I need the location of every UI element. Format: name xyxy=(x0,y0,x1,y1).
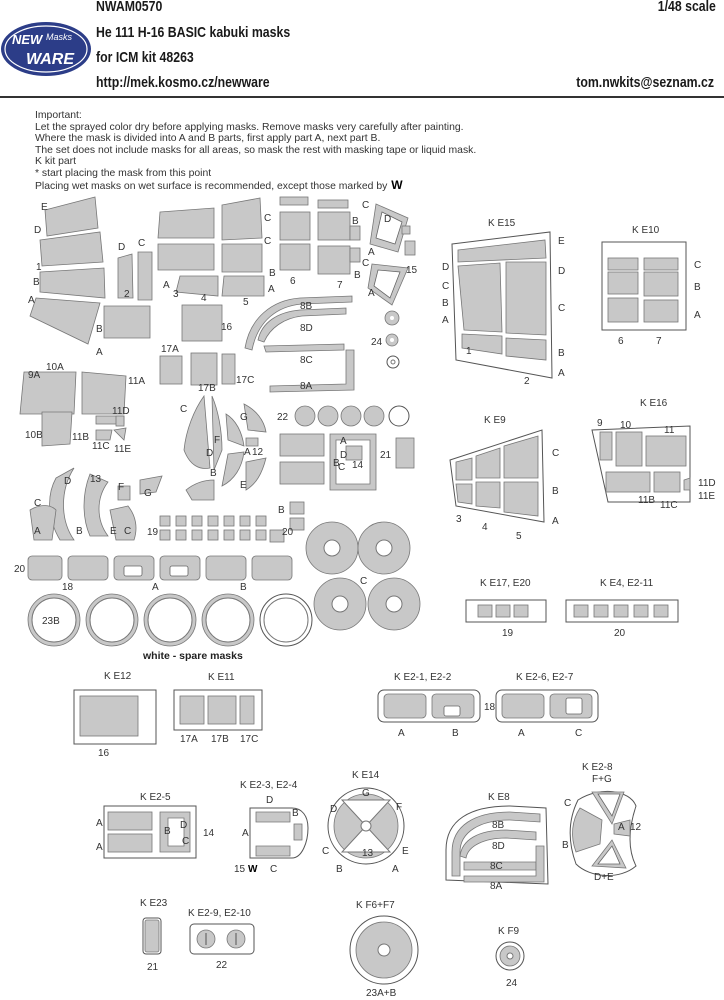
svg-text:E: E xyxy=(558,236,565,247)
svg-text:C: C xyxy=(182,836,190,847)
svg-text:2: 2 xyxy=(524,376,530,387)
svg-text:9: 9 xyxy=(597,418,603,429)
svg-text:11E: 11E xyxy=(114,444,132,455)
svg-text:B: B xyxy=(292,808,299,819)
instructions-heading: Important: xyxy=(35,110,82,121)
sheet-part-13 xyxy=(30,468,162,540)
svg-text:3: 3 xyxy=(456,514,462,525)
svg-text:11D: 11D xyxy=(698,478,716,489)
svg-text:11C: 11C xyxy=(92,441,110,452)
svg-text:11C: 11C xyxy=(660,500,678,511)
svg-text:1: 1 xyxy=(36,262,42,273)
svg-text:W: W xyxy=(248,864,258,875)
svg-text:8C: 8C xyxy=(300,355,313,366)
svg-text:K E23: K E23 xyxy=(140,898,168,909)
kit-reference: for ICM kit 48263 xyxy=(96,49,194,66)
svg-text:D: D xyxy=(384,214,392,225)
placement-kf9 xyxy=(496,926,524,989)
svg-text:K E2-9, E2-10: K E2-9, E2-10 xyxy=(188,908,251,919)
svg-text:23B: 23B xyxy=(42,616,60,627)
svg-text:A: A xyxy=(368,288,375,299)
svg-text:A: A xyxy=(28,295,35,306)
sheet-part-14 xyxy=(280,434,376,490)
svg-text:11: 11 xyxy=(664,425,675,436)
svg-text:22: 22 xyxy=(216,960,228,971)
svg-text:E: E xyxy=(240,480,247,491)
svg-text:K E4, E2-11: K E4, E2-11 xyxy=(600,578,654,589)
svg-text:E: E xyxy=(41,202,48,213)
svg-text:5: 5 xyxy=(516,531,522,542)
svg-text:D: D xyxy=(340,450,348,461)
svg-text:A: A xyxy=(368,247,375,258)
svg-text:B: B xyxy=(558,348,565,359)
contact-email: tom.nwkits@seznam.cz xyxy=(576,74,714,91)
placement-ke12 xyxy=(74,671,156,759)
svg-text:A: A xyxy=(152,582,159,593)
svg-text:D: D xyxy=(442,262,450,273)
svg-text:B: B xyxy=(333,458,340,469)
svg-text:17A: 17A xyxy=(180,734,198,745)
placement-ke21 xyxy=(378,672,496,739)
svg-text:G: G xyxy=(144,488,152,499)
svg-text:C: C xyxy=(34,498,42,509)
wet-mark-symbol: W xyxy=(391,177,403,192)
sheet-parts-9-11 xyxy=(20,362,145,455)
svg-text:3: 3 xyxy=(173,289,179,300)
svg-text:K F6+F7: K F6+F7 xyxy=(356,900,395,911)
placement-ke26 xyxy=(496,672,598,739)
svg-text:A: A xyxy=(96,842,103,853)
instruction-line: * start placing the mask from this point xyxy=(35,167,212,179)
svg-text:K E11: K E11 xyxy=(208,672,235,683)
svg-text:D: D xyxy=(266,795,274,806)
svg-text:8B: 8B xyxy=(492,820,505,831)
instruction-line: The set does not include masks for all areas, so mask the rest with masking tape or liquid mask. xyxy=(35,144,477,156)
placement-ke25 xyxy=(96,792,215,858)
placement-ke23b xyxy=(140,898,168,973)
placement-ke8 xyxy=(446,792,548,892)
svg-text:B: B xyxy=(352,216,359,227)
svg-text:B: B xyxy=(210,468,217,479)
svg-text:8C: 8C xyxy=(490,861,503,872)
sheet-parts-19-20 xyxy=(147,502,304,542)
svg-text:2: 2 xyxy=(124,289,130,300)
placement-ke29 xyxy=(188,908,254,971)
svg-text:F: F xyxy=(214,435,221,446)
svg-text:A: A xyxy=(552,516,559,527)
svg-text:8B: 8B xyxy=(300,301,313,312)
sheet-wheels xyxy=(28,522,420,646)
svg-text:19: 19 xyxy=(147,527,159,538)
svg-text:B: B xyxy=(562,840,569,851)
svg-text:K F9: K F9 xyxy=(498,926,520,937)
svg-text:C: C xyxy=(694,260,702,271)
svg-text:K E2-1, E2-2: K E2-1, E2-2 xyxy=(394,672,452,683)
svg-text:A: A xyxy=(242,828,249,839)
svg-text:A: A xyxy=(398,728,405,739)
svg-text:K E12: K E12 xyxy=(104,671,132,682)
svg-text:C: C xyxy=(264,213,272,224)
svg-text:K E2-6, E2-7: K E2-6, E2-7 xyxy=(516,672,574,683)
svg-text:11B: 11B xyxy=(72,432,90,443)
svg-text:C: C xyxy=(564,798,572,809)
svg-text:8D: 8D xyxy=(300,323,313,334)
placement-ke10 xyxy=(602,225,701,347)
svg-text:11A: 11A xyxy=(128,376,146,387)
placement-ke17 xyxy=(466,578,546,639)
svg-text:4: 4 xyxy=(201,293,207,304)
instruction-line: K kit part xyxy=(35,156,76,168)
svg-text:21: 21 xyxy=(147,962,159,973)
svg-text:G: G xyxy=(362,788,370,799)
svg-text:12: 12 xyxy=(252,447,264,458)
svg-text:B: B xyxy=(694,282,701,293)
svg-text:A: A xyxy=(340,436,347,447)
scale-label: 1/48 scale xyxy=(657,0,716,15)
svg-text:22: 22 xyxy=(277,412,289,423)
svg-text:14: 14 xyxy=(352,460,364,471)
svg-text:K E17, E20: K E17, E20 xyxy=(480,578,531,589)
svg-text:C: C xyxy=(264,236,272,247)
kit-code: NWAM0570 xyxy=(96,0,163,15)
svg-text:E: E xyxy=(110,526,117,537)
svg-text:8A: 8A xyxy=(300,381,313,392)
sheet-nose-parts xyxy=(180,396,266,500)
svg-text:20: 20 xyxy=(282,527,294,538)
svg-text:B: B xyxy=(354,270,361,281)
svg-text:23A+B: 23A+B xyxy=(366,988,397,999)
svg-text:13: 13 xyxy=(362,848,374,859)
svg-text:A: A xyxy=(96,347,103,358)
spare-masks-note: white - spare masks xyxy=(143,650,243,662)
placement-ke28 xyxy=(562,762,642,883)
svg-text:11B: 11B xyxy=(638,495,656,506)
logo-masks: Masks xyxy=(46,32,73,42)
svg-text:1: 1 xyxy=(466,346,472,357)
svg-text:18: 18 xyxy=(62,582,74,593)
svg-text:19: 19 xyxy=(502,628,514,639)
svg-text:A: A xyxy=(694,310,701,321)
svg-text:15: 15 xyxy=(406,265,418,276)
placement-kf6 xyxy=(350,900,418,999)
svg-text:20: 20 xyxy=(614,628,626,639)
svg-text:B: B xyxy=(442,298,449,309)
svg-text:C: C xyxy=(552,448,560,459)
logo-new: NEW xyxy=(12,32,43,47)
svg-text:C: C xyxy=(362,258,370,269)
placement-ke15 xyxy=(442,218,565,387)
svg-text:11D: 11D xyxy=(112,406,130,417)
svg-text:B: B xyxy=(76,526,83,537)
placement-ke9 xyxy=(450,415,559,542)
instruction-line: Placing wet masks on wet surface is recommended, except those marked by W xyxy=(35,177,403,192)
svg-text:B: B xyxy=(452,728,459,739)
svg-text:10: 10 xyxy=(620,420,632,431)
svg-text:12: 12 xyxy=(630,822,642,833)
svg-text:17A: 17A xyxy=(161,344,179,355)
svg-text:24: 24 xyxy=(371,337,383,348)
svg-text:A: A xyxy=(163,280,170,291)
svg-text:14: 14 xyxy=(203,828,215,839)
svg-text:D: D xyxy=(34,225,42,236)
svg-text:16: 16 xyxy=(221,322,233,333)
svg-text:B: B xyxy=(269,268,276,279)
svg-text:7: 7 xyxy=(656,336,662,347)
placement-ke14 xyxy=(322,770,409,875)
svg-text:K E2-3, E2-4: K E2-3, E2-4 xyxy=(240,780,298,791)
svg-text:B: B xyxy=(96,324,103,335)
svg-text:K E2-5: K E2-5 xyxy=(140,792,171,803)
svg-text:C: C xyxy=(442,281,450,292)
svg-text:D: D xyxy=(64,476,72,487)
svg-text:A: A xyxy=(518,728,525,739)
svg-text:15: 15 xyxy=(234,864,246,875)
svg-text:21: 21 xyxy=(380,450,392,461)
svg-text:17C: 17C xyxy=(236,375,255,386)
svg-text:B: B xyxy=(552,486,559,497)
placement-ke23 xyxy=(234,780,308,875)
svg-text:K E9: K E9 xyxy=(484,415,506,426)
svg-text:D: D xyxy=(330,804,338,815)
svg-text:13: 13 xyxy=(90,474,102,485)
svg-text:K E8: K E8 xyxy=(488,792,510,803)
svg-text:9A: 9A xyxy=(28,370,41,381)
placement-ke4 xyxy=(566,578,678,639)
svg-text:A: A xyxy=(618,822,625,833)
svg-text:C: C xyxy=(362,200,370,211)
svg-text:8A: 8A xyxy=(490,881,503,892)
svg-text:C: C xyxy=(180,404,188,415)
svg-text:D+E: D+E xyxy=(594,872,614,883)
svg-text:K E16: K E16 xyxy=(640,398,668,409)
svg-text:A: A xyxy=(558,368,565,379)
svg-text:A: A xyxy=(442,315,449,326)
svg-text:A: A xyxy=(268,284,275,295)
svg-text:F+G: F+G xyxy=(592,774,612,785)
instruction-line: Let the sprayed color dry before applying masks. Remove masks very carefully after painting. xyxy=(35,121,464,133)
svg-text:4: 4 xyxy=(482,522,488,533)
sheet-window-parts xyxy=(350,204,415,368)
svg-text:C: C xyxy=(575,728,583,739)
svg-text:B: B xyxy=(278,505,285,516)
svg-text:16: 16 xyxy=(98,748,110,759)
placement-ke11 xyxy=(174,672,262,745)
svg-text:10B: 10B xyxy=(25,430,43,441)
svg-text:B: B xyxy=(33,277,40,288)
svg-text:D: D xyxy=(558,266,566,277)
svg-text:17B: 17B xyxy=(198,383,216,394)
svg-text:K E2-8: K E2-8 xyxy=(582,762,613,773)
svg-text:K E14: K E14 xyxy=(352,770,380,781)
svg-text:C: C xyxy=(338,462,346,473)
svg-text:C: C xyxy=(270,864,278,875)
svg-text:17C: 17C xyxy=(240,734,259,745)
instruction-line: Where the mask is divided into A and B parts, first apply part A, next part B. xyxy=(35,133,381,145)
svg-text:6: 6 xyxy=(618,336,624,347)
svg-text:C: C xyxy=(138,238,146,249)
svg-text:18: 18 xyxy=(484,702,496,713)
svg-text:C: C xyxy=(558,303,566,314)
svg-text:K E15: K E15 xyxy=(488,218,516,229)
product-title: He 111 H-16 BASIC kabuki masks xyxy=(96,24,291,41)
svg-text:8D: 8D xyxy=(492,841,505,852)
svg-text:B: B xyxy=(164,826,171,837)
sheet-frame-strips xyxy=(245,296,354,392)
svg-text:24: 24 xyxy=(506,978,518,989)
svg-text:20: 20 xyxy=(14,564,26,575)
svg-text:F: F xyxy=(396,802,403,813)
svg-text:A: A xyxy=(96,818,103,829)
svg-text:10A: 10A xyxy=(46,362,64,373)
svg-text:A: A xyxy=(34,526,41,537)
svg-text:F: F xyxy=(118,482,125,493)
svg-text:17B: 17B xyxy=(211,734,229,745)
svg-text:G: G xyxy=(240,412,248,423)
svg-text:B: B xyxy=(336,864,343,875)
svg-text:C: C xyxy=(360,576,368,587)
svg-text:5: 5 xyxy=(243,297,249,308)
svg-text:7: 7 xyxy=(337,280,343,291)
svg-text:D: D xyxy=(118,242,126,253)
svg-text:K E10: K E10 xyxy=(632,225,660,236)
svg-text:6: 6 xyxy=(290,276,296,287)
svg-text:C: C xyxy=(124,526,132,537)
svg-text:B: B xyxy=(240,582,247,593)
placement-ke16 xyxy=(592,398,716,511)
svg-text:11E: 11E xyxy=(698,491,716,502)
svg-text:E: E xyxy=(402,846,409,857)
svg-text:D: D xyxy=(180,820,188,831)
svg-text:A: A xyxy=(244,447,251,458)
svg-text:C: C xyxy=(322,846,330,857)
svg-text:D: D xyxy=(206,448,214,459)
svg-text:A: A xyxy=(392,864,399,875)
sheet-part-18 xyxy=(14,556,292,593)
logo-ware: WARE xyxy=(26,51,74,68)
website-url: http://mek.kosmo.cz/newware xyxy=(96,74,270,91)
